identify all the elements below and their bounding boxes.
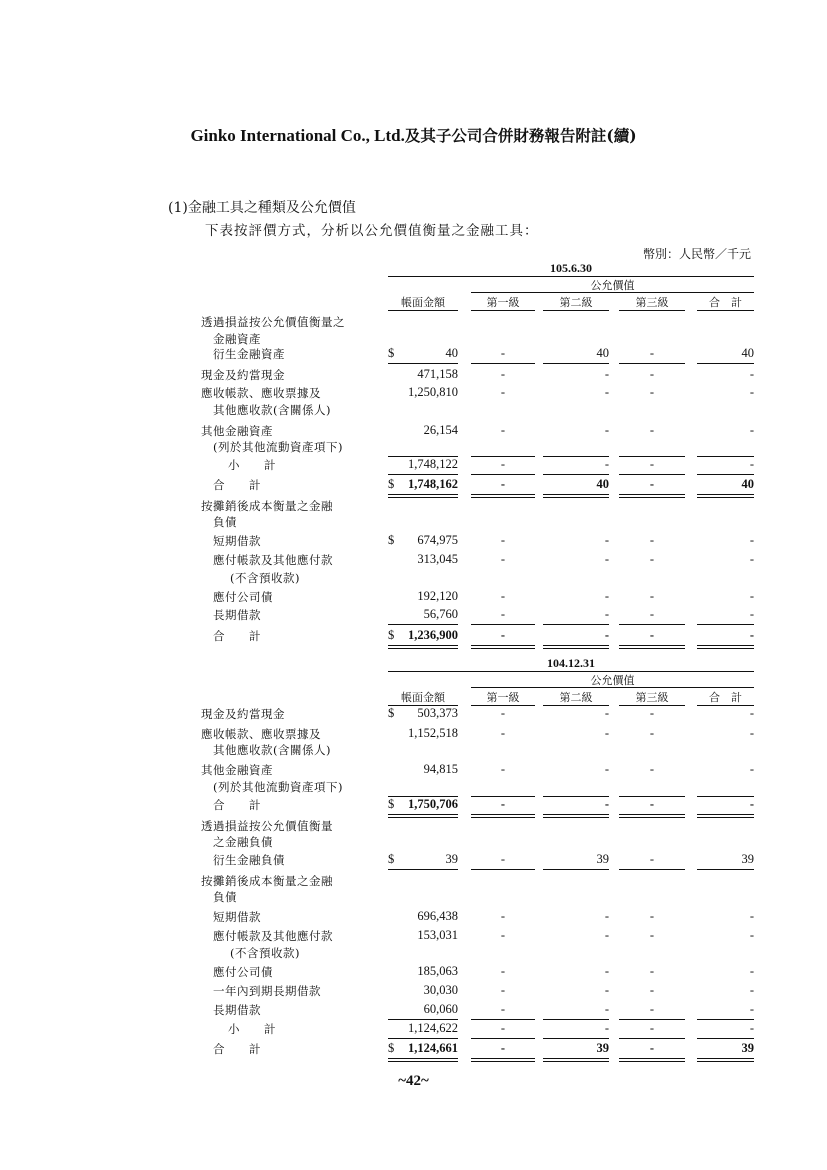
underline [697, 1038, 754, 1039]
row-label: 透過損益按公允價值衡量之 [201, 315, 345, 329]
row-label: 合 計 [213, 798, 261, 812]
cell-value: 1,124,661 [408, 1041, 458, 1055]
double-underline [471, 494, 535, 498]
underline [388, 1038, 458, 1039]
row-label: (列於其他流動資產項下) [213, 440, 343, 454]
column-header-carrying: 帳面金額 [401, 691, 445, 704]
cell-value: - [604, 607, 609, 621]
underline [697, 363, 754, 364]
cell-value: 40 [741, 477, 754, 491]
cell-value: - [604, 367, 609, 381]
double-underline [697, 494, 754, 498]
cell-value: - [500, 552, 506, 566]
underline [471, 1038, 535, 1039]
currency-unit: 幣別：人民幣／千元 [642, 247, 751, 261]
cell-value: 26,154 [423, 423, 458, 437]
cell-value: 1,236,900 [408, 628, 458, 642]
double-underline [619, 1058, 685, 1062]
cell-value: - [649, 852, 655, 866]
cell-value: - [749, 762, 754, 776]
double-underline [543, 645, 609, 649]
cell-value: - [500, 423, 506, 437]
row-label: 應付帳款及其他應付款 [213, 553, 333, 567]
column-header-rule [471, 310, 535, 311]
underline [388, 624, 458, 625]
double-underline [543, 814, 609, 818]
cell-value: - [649, 367, 655, 381]
underline [388, 363, 458, 364]
cell-value: - [749, 589, 754, 603]
underline [388, 474, 458, 475]
row-label: 透過損益按公允價值衡量 [201, 819, 333, 833]
cell-value: - [500, 457, 506, 471]
row-label: (不含預收款) [230, 571, 300, 585]
row-label: 其他金融資產 [201, 763, 273, 777]
underline [471, 869, 535, 870]
row-label: 短期借款 [213, 910, 261, 924]
column-header-l3: 第三級 [635, 691, 669, 704]
cell-value: - [500, 628, 506, 642]
currency-symbol: $ [388, 533, 395, 547]
currency-symbol: $ [388, 797, 395, 811]
cell-value: - [604, 1002, 609, 1016]
cell-value: - [604, 909, 609, 923]
cell-value: - [500, 762, 506, 776]
currency-symbol: $ [388, 706, 395, 720]
cell-value: - [500, 385, 506, 399]
underline [471, 474, 535, 475]
cell-value: - [604, 385, 609, 399]
cell-value: 1,250,810 [408, 385, 458, 399]
column-header-l1: 第一級 [486, 691, 520, 704]
column-header-l2: 第二級 [559, 691, 593, 704]
row-label: 一年內到期長期借款 [213, 984, 321, 998]
cell-value: 192,120 [417, 589, 458, 603]
cell-value: - [649, 797, 655, 811]
column-header-total: 合 計 [709, 296, 742, 309]
cell-value: 185,063 [417, 964, 458, 978]
header-rule [471, 687, 754, 688]
cell-value: - [500, 589, 506, 603]
underline [697, 624, 754, 625]
row-label: 衍生金融負債 [213, 853, 285, 867]
row-label: 現金及約當現金 [201, 368, 285, 382]
column-header-l1: 第一級 [486, 296, 520, 309]
row-label: 現金及約當現金 [201, 707, 285, 721]
cell-value: - [749, 552, 754, 566]
double-underline [619, 645, 685, 649]
column-header-rule [388, 310, 458, 311]
column-header-rule [619, 310, 685, 311]
cell-value: - [649, 1021, 655, 1035]
cell-value: - [604, 964, 609, 978]
row-label: 合 計 [213, 629, 261, 643]
cell-value: 39 [596, 1041, 609, 1055]
double-underline [543, 494, 609, 498]
cell-value: 30,030 [423, 983, 458, 997]
cell-value: - [649, 706, 655, 720]
underline [619, 1038, 685, 1039]
cell-value: - [604, 797, 609, 811]
row-label: (列於其他流動資產項下) [213, 780, 343, 794]
cell-value: - [500, 726, 506, 740]
cell-value: - [604, 457, 609, 471]
cell-value: 56,760 [423, 607, 458, 621]
cell-value: - [604, 983, 609, 997]
cell-value: - [500, 909, 506, 923]
row-label: 合 計 [213, 1042, 261, 1056]
cell-value: - [749, 1002, 754, 1016]
cell-value: - [749, 607, 754, 621]
underline [619, 474, 685, 475]
cell-value: - [649, 628, 655, 642]
currency-symbol: $ [388, 346, 395, 360]
double-underline [619, 814, 685, 818]
underline [619, 869, 685, 870]
underline [697, 1019, 754, 1020]
cell-value: - [604, 726, 609, 740]
row-label: 按攤銷後成本衡量之金融 [201, 874, 333, 888]
column-header-rule [543, 310, 609, 311]
underline [619, 363, 685, 364]
cell-value: - [649, 726, 655, 740]
cell-value: - [604, 423, 609, 437]
cell-value: - [500, 607, 506, 621]
row-label: 其他應收款(含關係人) [213, 403, 331, 417]
table-date: 104.12.31 [547, 656, 595, 670]
cell-value: - [649, 607, 655, 621]
cell-value: - [649, 457, 655, 471]
cell-value: - [649, 928, 655, 942]
cell-value: 40 [596, 346, 609, 360]
cell-value: - [649, 1041, 655, 1055]
cell-value: - [604, 1021, 609, 1035]
cell-value: - [649, 909, 655, 923]
row-label: 合 計 [213, 478, 261, 492]
cell-value: - [649, 552, 655, 566]
title-suffix: 及其子公司合併財務報告附註(續) [404, 126, 637, 145]
row-label: 負債 [213, 890, 237, 904]
cell-value: - [500, 1021, 506, 1035]
underline [697, 869, 754, 870]
column-header-total: 合 計 [709, 691, 742, 704]
double-underline [697, 814, 754, 818]
page-title [0, 124, 827, 146]
cell-value: - [500, 367, 506, 381]
cell-value: - [500, 797, 506, 811]
cell-value: - [500, 983, 506, 997]
currency-symbol: $ [388, 477, 395, 491]
row-label: 小 計 [228, 1022, 276, 1036]
cell-value: - [500, 346, 506, 360]
row-label: 應付公司債 [213, 590, 273, 604]
cell-value: - [749, 928, 754, 942]
cell-value: 674,975 [417, 533, 458, 547]
underline [471, 1019, 535, 1020]
cell-value: - [649, 762, 655, 776]
underline [543, 869, 609, 870]
underline [543, 1038, 609, 1039]
cell-value: 471,158 [417, 367, 458, 381]
double-underline [388, 1058, 458, 1062]
double-underline [697, 1058, 754, 1062]
cell-value: - [749, 1021, 754, 1035]
cell-value: - [649, 477, 655, 491]
row-label: 按攤銷後成本衡量之金融 [201, 499, 333, 513]
cell-value: - [604, 762, 609, 776]
cell-value: - [500, 1002, 506, 1016]
cell-value: 39 [741, 852, 754, 866]
currency-symbol: $ [388, 1041, 395, 1055]
cell-value: - [749, 457, 754, 471]
cell-value: 503,373 [417, 706, 458, 720]
double-underline [388, 814, 458, 818]
cell-value: - [604, 706, 609, 720]
cell-value: 696,438 [417, 909, 458, 923]
row-label: 長期借款 [213, 1003, 261, 1017]
page-number: ~42~ [398, 1073, 429, 1089]
row-label: 應收帳款、應收票據及 [201, 386, 321, 400]
cell-value: - [649, 385, 655, 399]
cell-value: 39 [596, 852, 609, 866]
cell-value: - [500, 852, 506, 866]
row-label: 其他應收款(含關係人) [213, 743, 331, 757]
cell-value: 39 [445, 852, 458, 866]
title-company: Ginko International Co., Ltd. [190, 126, 405, 145]
underline [388, 869, 458, 870]
intro-text: 下表按評價方式，分析以公允價值衡量之金融工具： [205, 223, 539, 239]
cell-value: 1,748,122 [408, 457, 458, 471]
underline [619, 624, 685, 625]
cell-value: - [604, 628, 609, 642]
double-underline [471, 1058, 535, 1062]
double-underline [471, 814, 535, 818]
cell-value: - [500, 964, 506, 978]
currency-symbol: $ [388, 628, 395, 642]
cell-value: 1,748,162 [408, 477, 458, 491]
double-underline [471, 645, 535, 649]
cell-value: 60,060 [423, 1002, 458, 1016]
fair-value-header: 公允價值 [590, 674, 635, 687]
double-underline [543, 1058, 609, 1062]
cell-value: - [749, 983, 754, 997]
cell-value: 39 [741, 1041, 754, 1055]
cell-value: - [749, 533, 754, 547]
cell-value: - [649, 533, 655, 547]
row-label: 短期借款 [213, 534, 261, 548]
cell-value: - [604, 928, 609, 942]
row-label: 長期借款 [213, 608, 261, 622]
row-label: 衍生金融資產 [213, 347, 285, 361]
row-label: 其他金融資產 [201, 424, 273, 438]
double-underline [388, 494, 458, 498]
cell-value: - [604, 533, 609, 547]
cell-value: - [500, 1041, 506, 1055]
cell-value: - [649, 964, 655, 978]
row-label: 應收帳款、應收票據及 [201, 727, 321, 741]
cell-value: 1,750,706 [408, 797, 458, 811]
cell-value: - [649, 983, 655, 997]
table-date: 105.6.30 [550, 261, 592, 275]
section-heading: (1)金融工具之種類及公允價值 [168, 200, 356, 216]
cell-value: - [500, 928, 506, 942]
column-header-l2: 第二級 [559, 296, 593, 309]
underline [619, 1019, 685, 1020]
cell-value: - [604, 552, 609, 566]
cell-value: 94,815 [423, 762, 458, 776]
row-label: 金融資產 [213, 332, 261, 346]
underline [543, 363, 609, 364]
currency-symbol: $ [388, 852, 395, 866]
underline [543, 1019, 609, 1020]
underline [388, 1019, 458, 1020]
underline [471, 624, 535, 625]
cell-value: - [500, 533, 506, 547]
cell-value: - [649, 423, 655, 437]
double-underline [388, 645, 458, 649]
cell-value: - [604, 589, 609, 603]
cell-value: - [749, 726, 754, 740]
cell-value: 1,152,518 [408, 726, 458, 740]
cell-value: - [649, 1002, 655, 1016]
cell-value: - [749, 367, 754, 381]
row-label: 之金融負債 [213, 835, 273, 849]
cell-value: - [749, 797, 754, 811]
cell-value: 313,045 [417, 552, 458, 566]
cell-value: 40 [445, 346, 458, 360]
cell-value: - [749, 909, 754, 923]
row-label: 小 計 [228, 458, 276, 472]
cell-value: 1,124,622 [408, 1021, 458, 1035]
column-header-l3: 第三級 [635, 296, 669, 309]
cell-value: 153,031 [417, 928, 458, 942]
cell-value: - [749, 423, 754, 437]
header-rule [471, 292, 754, 293]
cell-value: - [749, 628, 754, 642]
double-underline [619, 494, 685, 498]
row-label: 負債 [213, 515, 237, 529]
cell-value: - [500, 477, 506, 491]
cell-value: - [649, 346, 655, 360]
underline [471, 363, 535, 364]
underline [697, 474, 754, 475]
underline [543, 474, 609, 475]
column-header-rule [697, 310, 754, 311]
row-label: 應付帳款及其他應付款 [213, 929, 333, 943]
row-label: (不含預收款) [230, 946, 300, 960]
cell-value: - [749, 706, 754, 720]
cell-value: - [749, 964, 754, 978]
cell-value: 40 [596, 477, 609, 491]
cell-value: - [500, 706, 506, 720]
cell-value: - [749, 385, 754, 399]
row-label: 應付公司債 [213, 965, 273, 979]
cell-value: 40 [741, 346, 754, 360]
underline [543, 624, 609, 625]
fair-value-header: 公允價值 [590, 279, 635, 292]
column-header-carrying: 帳面金額 [401, 296, 445, 309]
double-underline [697, 645, 754, 649]
cell-value: - [649, 589, 655, 603]
